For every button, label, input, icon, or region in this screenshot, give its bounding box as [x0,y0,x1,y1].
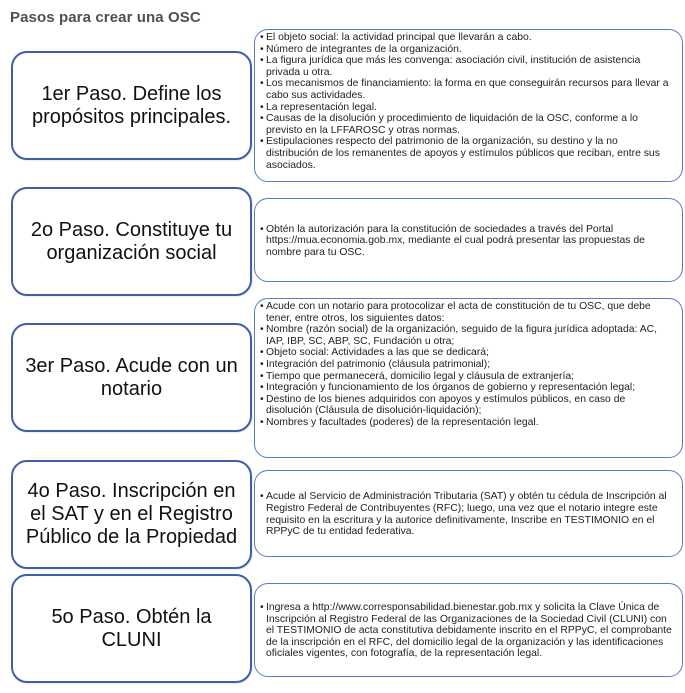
list-item: • Acude con un notario para protocolizar el acta de constitución de tu OSC, que debe tener, entre otros, los siguientes datos: [260,301,672,324]
list-item: • Acude al Servicio de Administración Tributaria (SAT) y obtén tu cédula de Inscripción al Registro Federal de Contribuyentes (RFC); luego, una vez que el notario integre este requisito en la escritura y la autorice definitivamente, Inscribe en TESTIMONIO en el RPPyC de tu entidad federativa. [260,491,672,537]
list-item: • Nombre (razón social) de la organización, seguido de la figura jurídica adoptada: AC, IAP, IBP, SC, ABP, SC, Fundación u otra; [260,324,672,347]
step-5-heading: 5o Paso. Obtén la CLUNI [11,574,252,683]
step-4-details [254,470,683,557]
list-item: • La figura jurídica que más les convenga: asociación civil, institución de asistencia privada u otra. [260,55,672,78]
step-1-heading: 1er Paso. Define los propósitos principales. [11,51,252,160]
step-5-details [254,583,683,677]
step-1-details [254,29,683,182]
step-3-list [260,301,672,429]
step-1-list [260,32,672,171]
list-item: • Ingresa a http://www.corresponsabilidad.bienestar.gob.mx y solicita la Clave Única de Inscripción al Registro Federal de las Organizaciones de la Sociedad Civil (CLUNI) con el TESTIMONIO de acta constitutiva debidamente inscrito en el RPPyC, el comprobante de la inscripción en el RFC, del domicilio legal de la organización y las identificaciones oficiales vigentes, con fotografía, de la representación legal. [260,602,672,660]
list-item: • Destino de los bienes adquiridos con apoyos y estímulos públicos, en caso de disolución (Cláusula de disolución-liquidación); [260,394,672,417]
list-item: • Objeto social: Actividades a las que se dedicará; [260,347,672,359]
list-item: • Los mecanismos de financiamiento: la forma en que conseguirán recursos para llevar a cabo sus actividades. [260,78,672,101]
step-3-heading: 3er Paso. Acude con un notario [11,323,252,432]
list-item: • El objeto social: la actividad principal que llevarán a cabo. [260,32,672,44]
step-3-details [254,298,683,458]
step-2-list [260,224,672,259]
step-2-heading: 2o Paso. Constituye tu organización social [11,187,252,296]
list-item: • Estipulaciones respecto del patrimonio de la organización, su destino y la no distribución de los remanentes de apoyos y estímulos públicos que reciban, entre sus asociados. [260,136,672,171]
list-item: • Número de integrantes de la organización. [260,44,672,56]
list-item: • Obtén la autorización para la constitución de sociedades a través del Portal https://mua.economia.gob.mx, mediante el cual podrá presentar las propuestas de nombre para tu OSC. [260,224,672,259]
step-5-list [260,602,672,660]
step-4-list [260,491,672,537]
list-item: • Tiempo que permanecerá, domicilio legal y cláusula de extranjería; [260,371,672,383]
page-title: Pasos para crear una OSC [10,9,201,26]
list-item: • Causas de la disolución y procedimiento de liquidación de la OSC, conforme a lo previsto en la LFFAROSC y otras normas. [260,113,672,136]
list-item: • Integración y funcionamiento de los órganos de gobierno y representación legal; [260,382,672,394]
step-2-details [254,198,683,282]
list-item: • Integración del patrimonio (cláusula patrimonial); [260,359,672,371]
list-item: • La representación legal. [260,102,672,114]
list-item: • Nombres y facultades (poderes) de la representación legal. [260,417,672,429]
step-4-heading: 4o Paso. Inscripción en el SAT y en el Registro Público de la Propiedad [11,460,252,569]
